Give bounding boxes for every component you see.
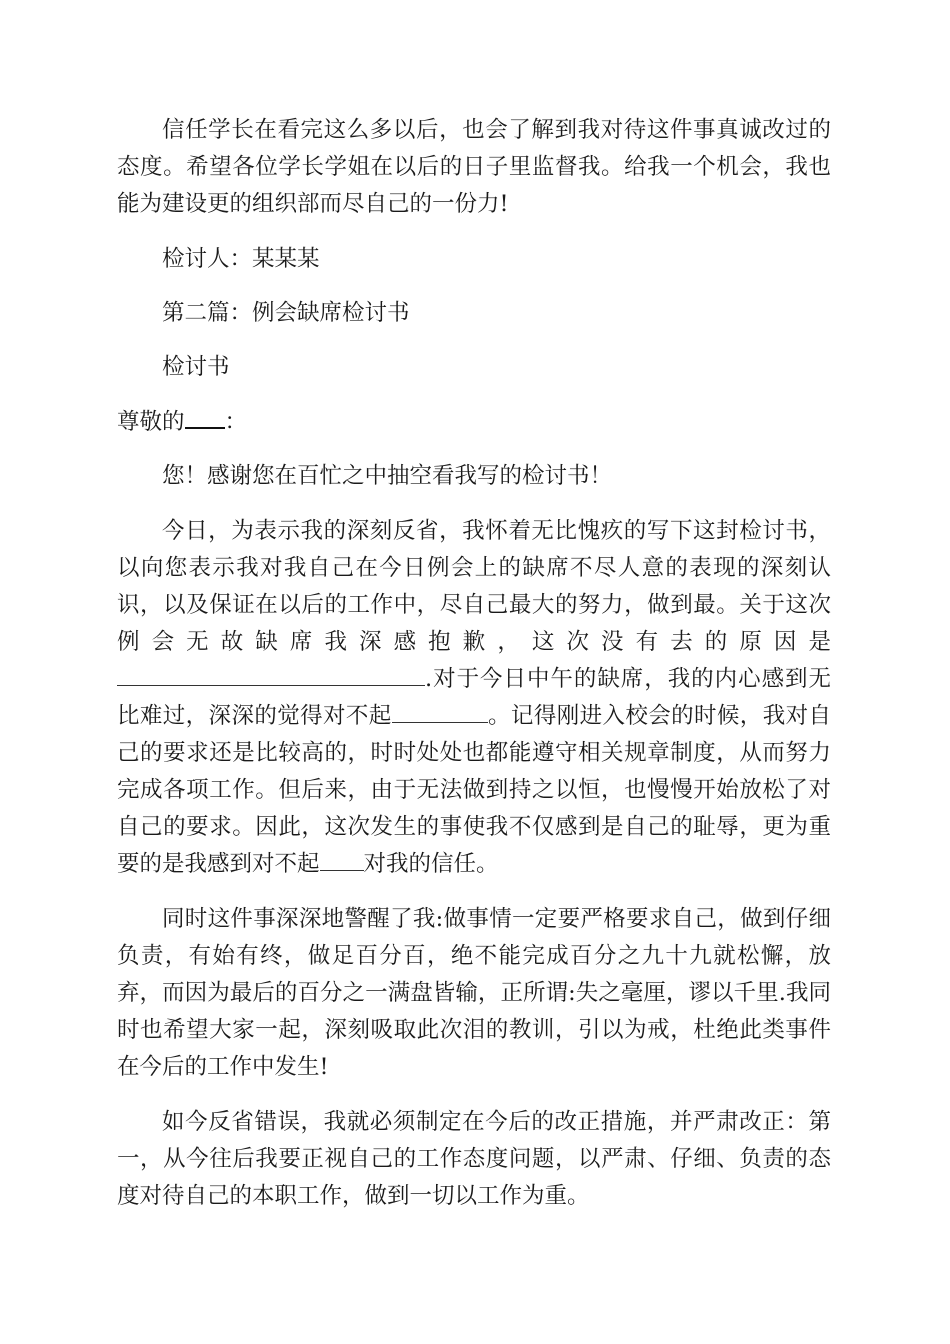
reason-blank xyxy=(117,661,425,686)
salutation-suffix: ： xyxy=(224,409,248,435)
reflection-part-d: 。记得刚进入校会的时候，我对自己的要求还是比较高的，时时处处也都能遵守相关规章制度，从而努力完成各项工作。但后来，由于无法做到持之以恒，也慢慢开始放松了对自己的要求。因此，这次发生的事使我不仅感到是自己的耻辱，更为重要的是我感到对不起 xyxy=(117,703,831,877)
reflection-part-a: 今日，为表示我的深刻反省，我怀着无比愧疚的写下这封检讨书，以向您表示我对我自己在今日例会上的缺席不尽人意的表现的深刻认识，以及保证在以后的工作中，尽自己最大的努力，做到最。关于这次例会无故缺席我深感抱歉，这次没有去的原因是 xyxy=(117,518,831,655)
salutation-prefix: 尊敬的 xyxy=(117,409,185,435)
paragraph-measures: 如今反省错误，我就必须制定在今后的改正措施，并严肃改正：第一，从今往后我要正视自己的工作态度问题，以严肃、仔细、负责的态度对待自己的本职工作，做到一切以工作为重。 xyxy=(117,1109,831,1209)
paragraph-reflection xyxy=(117,513,831,883)
document-title: 检讨书 xyxy=(162,354,230,380)
salutation xyxy=(117,403,831,441)
apology-target-blank xyxy=(392,698,488,723)
reflection-part-b: . xyxy=(425,666,433,692)
greeting: 您！感谢您在百忙之中抽空看我写的检讨书！ xyxy=(162,463,613,489)
paragraph-closing: 信任学长在看完这么多以后，也会了解到我对待这件事真诚改过的态度。希望各位学长学姐在以后的日子里监督我。给我一个机会，我也能为建设更的组织部而尽自己的一份力! xyxy=(117,117,831,217)
reflection-part-e: 对我的信任。 xyxy=(363,851,499,877)
reflection-part-c: 对于今日中午的缺席，我的内心感到无比难过，深深的觉得对不起 xyxy=(117,666,831,729)
trust-target-blank xyxy=(320,846,364,871)
section-title: 第二篇：例会缺席检讨书 xyxy=(162,300,410,326)
signer-line: 检讨人：某某某 xyxy=(162,246,320,272)
paragraph-lesson: 同时这件事深深地警醒了我:做事情一定要严格要求自己，做到仔细负责，有始有终，做足百分百，绝不能完成百分之九十九就松懈，放弃，而因为最后的百分之一满盘皆输，正所谓:失之毫厘，谬以千里.我同时也希望大家一起，深刻吸取此次泪的教训，引以为戒，杜绝此类事件在今后的工作中发生! xyxy=(117,906,831,1080)
document-page xyxy=(117,112,831,1215)
salutation-blank xyxy=(185,403,225,429)
